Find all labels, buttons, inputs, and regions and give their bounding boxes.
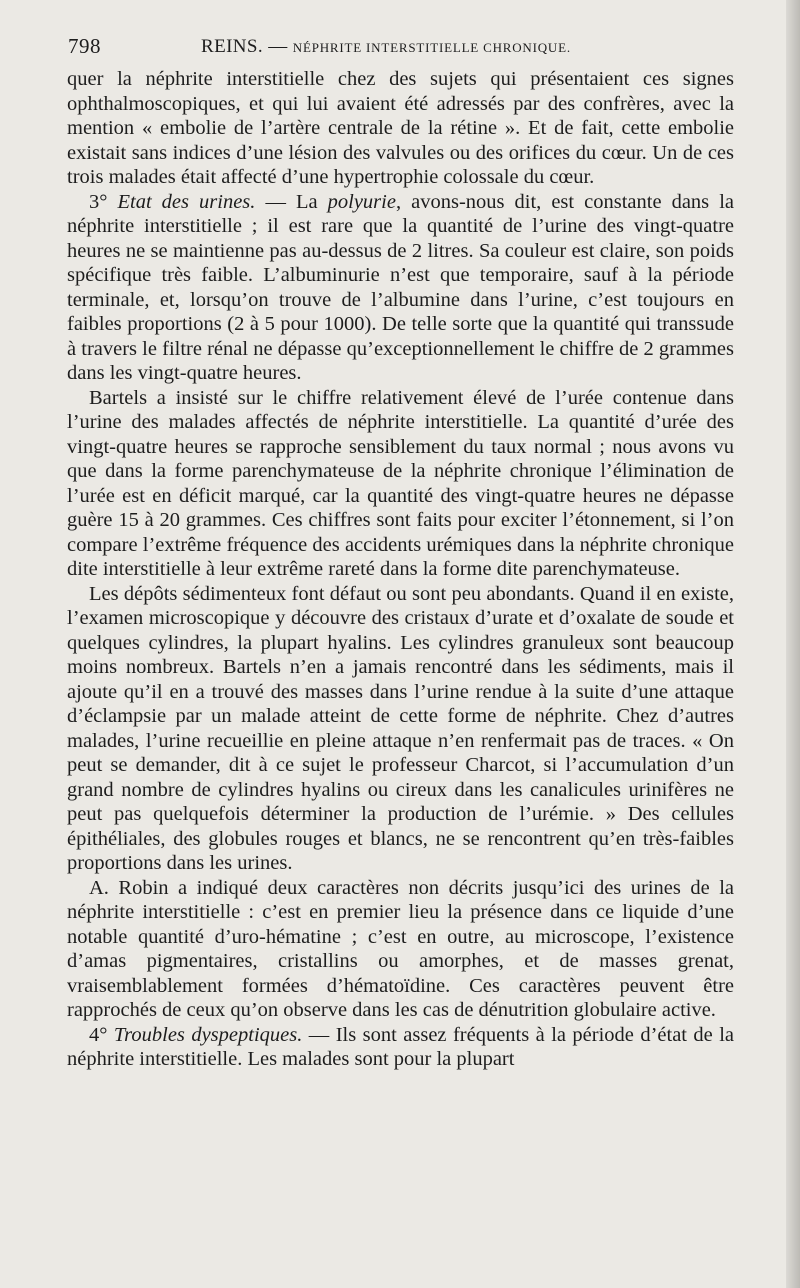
text-run: 3° bbox=[89, 190, 118, 213]
text-run: A. Robin a indiqué deux caractères non décrits jusqu’ici des urines de la néphrite interstitielle : c’est en premier lieu la présence dans ce liquide d’une notable quantité d’uro-hématine ; c’est en outre, au microscope, l’existence d’amas pigmentaires, cristallins ou amorphes, et de masses grenat, vraisemblablement formées d’hématoïdine. Ces caractères peuvent être rapprochés de ceux qu’on observe dans les cas de dénutrition globulaire active. bbox=[67, 876, 734, 1021]
paragraph-p4 bbox=[67, 582, 734, 876]
text-run: — Ils sont assez fréquents à la période d’état de la néphrite interstitielle. Les malades sont pour la plupart bbox=[67, 1023, 735, 1070]
text-run: Les dépôts sédimenteux font défaut ou sont peu abondants. Quand il en existe, l’examen microscopique y découvre des cristaux d’urate et d’oxalate de soude et quelques cylindres, la plupart hyalins. Les cylindres granuleux sont beaucoup moins nombreux. Bartels n’en a jamais rencontré dans les sédiments, mais il ajoute qu’il en a trouvé des masses dans l’urine rendue à la suite d’une attaque d’éclampsie par un malade atteint de cette forme de néphrite. Chez d’autres malades, l’urine recueillie en pleine attaque n’en renfermait pas de traces. « On peut se demander, dit à ce sujet le professeur Charcot, si l’accumulation d’un grand nombre de cylindres hyalins ou cireux dans les canalicules urinifères ne peut pas quelquefois déterminer la production de l’urémie. » Des cellules épithéliales, des globules rouges et blancs, ne se rencontrent qu’en très-faibles proportions dans les urines. bbox=[67, 582, 734, 874]
running-title-main: REINS. bbox=[201, 36, 264, 57]
paragraph-p6 bbox=[67, 1023, 734, 1072]
paragraph-p1 bbox=[67, 67, 734, 190]
body-text bbox=[67, 67, 734, 1072]
page-number: 798 bbox=[68, 34, 101, 58]
text-run: quer la néphrite interstitielle chez des sujets qui présentaient ces signes ophthalmoscopiques, et qui lui avaient été adressés par des confrères, avec la mention « embolie de l’artère centrale de la rétine ». Et de fait, cette embolie existait sans indices d’une lésion des valvules ou des orifices du cœur. Un de ces trois malades était affecté d’une hypertrophie colossale du cœur. bbox=[67, 68, 734, 188]
text-run: , avons-nous dit, est constante dans la néphrite interstitielle ; il est rare que la quantité de l’urine des vingt-quatre heures ne se maintienne pas au-dessus de 2 litres. Sa couleur est claire, son poids spécifique très faible. L’albuminurie n’est que temporaire, sauf à la période terminale, et, lorsqu’on trouve de l’albumine dans l’urine, c’est toujours en faibles proportions (2 à 5 pour 1000). De telle sorte que la quantité qui transsude à travers le filtre rénal ne dépasse qu’exceptionnellement le chiffre de 2 grammes dans les vingt-quatre heures. bbox=[67, 190, 734, 384]
running-title bbox=[201, 36, 571, 58]
running-title-sub: NÉPHRITE INTERSTITIELLE CHRONIQUE. bbox=[292, 40, 571, 55]
page-edge-shadow bbox=[786, 0, 800, 1288]
paragraph-p2 bbox=[67, 190, 734, 386]
paragraph-p3 bbox=[67, 386, 734, 582]
italic-heading-run: Troubles dyspeptiques. bbox=[113, 1023, 303, 1046]
running-title-dash: — bbox=[268, 36, 288, 57]
text-run: — La bbox=[255, 190, 328, 213]
italic-heading-run: polyurie bbox=[327, 190, 396, 213]
text-run: 4° bbox=[89, 1023, 114, 1046]
paragraph-p5 bbox=[67, 876, 734, 1023]
text-run: Bartels a insisté sur le chiffre relativement élevé de l’urée contenue dans l’urine des malades affectés de néphrite interstitielle. La quantité d’urée des vingt-quatre heures se rapproche sensiblement du taux normal ; nous avons vu que dans la forme parenchymateuse de la néphrite chronique l’élimination de l’urée est en déficit marqué, car la quantité des vingt-quatre heures ne dépasse guère 15 à 20 grammes. Ces chiffres sont faits pour exciter l’étonnement, si l’on compare l’extrême fréquence des accidents urémiques dans la néphrite chronique dite interstitielle à leur extrême rareté dans la forme dite parenchymateuse. bbox=[67, 386, 734, 580]
italic-heading-run: Etat des urines. bbox=[117, 190, 256, 213]
running-header bbox=[68, 34, 732, 64]
